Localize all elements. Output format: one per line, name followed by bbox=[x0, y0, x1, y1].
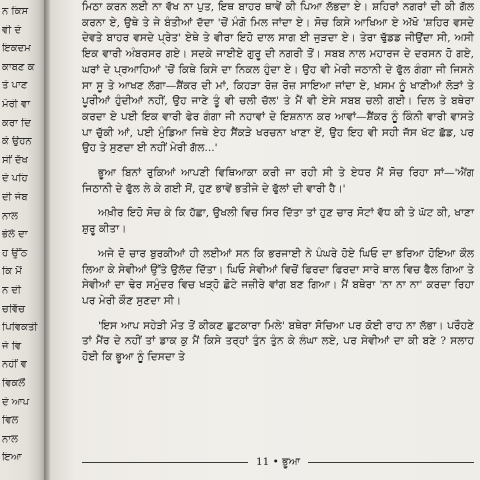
paragraph: ਭੂਆ ਬਿਨਾਂ ਰੁਕਿਆਂ ਆਪਣੀ ਵਿਥਿਆਕਾ ਕਰੀ ਜਾ ਰਹੀ ਸੀ ਤੇ ਏਧਰ ਮੈਂ ਸੋਚ ਰਿਹਾ ਸਾਂ—'ਐਂਗ ਜਿਠਾਨੀ ਦੇ ਫੁੱਲ ਲੇ ਕੇ ਗਈ ਸੋਂ, ਹੁਣ ਭਾਵੇਂ ਭਤੀਜੇ ਦੇ ਫੁੱਲਾਂ ਦੀ ਵਾਰੀ ਹੈ।' bbox=[82, 167, 474, 195]
right-page bbox=[50, 0, 480, 480]
left-page-text-fragment: ਪਿਵਿਕਤੀ bbox=[2, 322, 38, 334]
left-page-text-fragment: ਵਿਕਲੋਂ bbox=[2, 378, 26, 389]
paragraph: ਮਿਠਾ ਕਰਨ ਲਈ ਨਾ ਵੱਖ ਨਾ ਪੁਤ, ਇਥ ਬਾਹਰ ਥਾਵੇਂ ਕੀ ਪਿਆ ਲੱਭਦਾ ਏ। ਸ਼ਹਿਰਾਂ ਨਗਰਾਂ ਦੀ ਕੀ ਗੱਲ ਕਰਨਾ ਏ, ਉਥੇ ਤੇ ਜੇ ਬੰਤੀਆਂ ਦੱਦਾ 'ਚੋਂ ਮੰਗੋ ਮਿਲ ਜਾਂਦਾ ਏ। ਸੋਚ ਕਿਸੇ ਆਖਿਆ ਏ ਅੱਖੋ 'ਸ਼ਹਿਰ ਵਸਦੇ ਦੇਵਤੇ ਬਾਹਰ ਵਸਦੇ ਪ੍ਰੇਤ' ਏਥੇ ਤੇ ਵੀਰਾ ਇਹੋ ਦਾਲ ਸਾਗ ਈ ਜੁੜਦਾ ਏ। ਤੇਰਾ ਢੁੱਡਡ ਜੀਉਂਦਾ ਸੀ, ਅਸੀ ਇਕ ਵਾਰੀ ਅੰਬਰਸਰ ਗਏ। ਸਦਕੇ ਜਾਈਏ ਗੁਰੂ ਦੀ ਨਗਰੀ ਤੋਂ। ਸਬਬ ਨਾਲ ਮਹਾਰਜ ਦੇ ਦਰਸਨ ਹੋ ਗਏ, ਘਰਾਂ ਦੇ ਪ੍ਰਆਹਿਆਂ 'ਚੋਂ ਕਿਥੇ ਕਿਸੇ ਦਾ ਨਿਕਲ ਹੁੰਦਾ ਏ। ਉਹ ਵੀ ਮੇਰੀ ਜਠਾਨੀ ਦੇ ਫੁੱਲ ਗੰਗਾ ਜੀ ਜਿਸਨੇ ਸਾ ਸੂ ਤੇ ਆਖਣ ਲੱਗਾ—ਸ਼ੈਂਕਰ ਦੀ ਮਾਂ, ਕਿਹੜਾ ਰੋਜ਼ ਰੋਜ਼ ਸਾਇਆ ਜਾਂਦਾ ਏ, ਖ਼ਸਮ ਨੂੰ ਖਾਣੀਆਂ ਲੋੜਾਂ ਤੇ ਪੂਰੀਆਂ ਹੁੰਦੀਆਂ ਨਹੀਂ, ਉਹ ਜਾਣੇ ਤੂੰ ਵੀ ਚਲੀ ਚੱਲ' ਤੇ ਮੈਂ ਵੀ ਏਸੇ ਸਬਬ ਚਲੀ ਗਈ। ਦਿਲ ਤੇ ਬਥੇਰਾ ਕਰਦਾ ਏ ਪਈ ਇਕ ਵਾਰੀ ਫੇਰ ਗੰਗਾ ਜੀ ਨਹਾਵਾਂ ਦੇ ਇਸ਼ਨਾਨ ਕਰ ਆਵਾਂ—ਸ਼ੈਂਕਰ ਨੂੰ ਕਿੰਨੀ ਵਾਰੀ ਵਾਸਤੇ ਪਾ ਚੁੱਕੀ ਆਂ, ਪਈ ਮੁੰਡਿਆ ਜਿਥੇ ਏਹ ਸੈਂਕੜੇ ਖਰਚਨਾ ਖਾਣਾ ਏਂ, ਉਹ ਇਹ ਵੀ ਸਹੀ ਜੱਸ ਖੱਟ ਛੱਡ, ਪਰ ਉਹ ਤੇ ਸੁਣਦਾ ਈ ਨਹੀਂ ਮੇਰੀ ਗੱਲ...' bbox=[82, 1, 474, 155]
left-page-text-fragment: ਹ ਉੱਠ bbox=[2, 247, 28, 259]
left-page-text-fragment: ਦੀ ਜੇਬ bbox=[2, 192, 28, 203]
page-text bbox=[82, 0, 474, 366]
page-footer bbox=[82, 452, 474, 472]
left-page-text-fragment: ਇਆ bbox=[2, 452, 22, 464]
footer-rule-left bbox=[82, 462, 248, 463]
left-page-text-fragment: ਇਕਦਮ bbox=[2, 43, 31, 55]
left-page-text-fragment: ਨਾਲ bbox=[2, 433, 18, 445]
left-page-text-fragment: ਨ ਦੀ bbox=[2, 285, 22, 296]
left-page-text-fragment: ਨ ਕਿਸ bbox=[2, 6, 29, 17]
left-page-text-fragment: ਕੇ ਉਹਨ bbox=[2, 136, 32, 148]
left-page-text-fragment: ਕਰਾ ਦਿ bbox=[2, 117, 31, 129]
paragraph: ਅਜੇ ਦੋ ਚਾਰ ਬੁਰਕੀਆਂ ਹੀ ਲਈਆਂ ਸਨ ਕਿ ਭਰਜਾਈ ਨੇ ਪੰਘਰੇ ਹੋਏ ਘਿਓ ਦਾ ਭਰਿਆ ਹੋਇਆ ਕੌਲ ਲਿਆ ਕੇ ਸੇਵੀਆਂ ਉੱਤੇ ਉਲੱਦ ਦਿੱਤਾ। ਘਿਓ ਸੇਵੀਆਂ ਵਿਚੋਂ ਫਿਰਦਾ ਫਿਰਦਾ ਸਾਰੇ ਥਾਲ ਵਿਚ ਫੈਲ ਗਿਆ ਤੇ ਸੇਵੀਆਂ ਦਾ ਢੇਰ ਸਮੁੰਦਰ ਵਿਚ ਖੜ੍ਹੋ ਛੋਟੇ ਜਜ਼ੀਰੇ ਵਾਂਗ ਬਣ ਗਿਆ। ਮੈਂ ਬਥੇਰਾ 'ਨਾ ਨਾ ਨਾ' ਕਰਦਾ ਰਿਹਾ ਪਰ ਮੇਰੀ ਕੌਣ ਸੁਣਦਾ ਸੀ। bbox=[82, 247, 474, 307]
left-page-text-fragment: ਨਾਲ bbox=[2, 210, 18, 222]
left-page-text-fragment: ਮੋਰੀ ਵਾ bbox=[2, 99, 31, 110]
left-facing-page bbox=[0, 0, 48, 480]
page-number-title: 11 • ਭੂਆ bbox=[255, 455, 301, 468]
footer-rule-right bbox=[308, 462, 474, 463]
left-page-text-fragment: ਕਾਬਣ ਕ bbox=[2, 61, 35, 73]
left-page-text-fragment: ਚਵਿੱਚ bbox=[2, 303, 25, 315]
left-page-text-fragment: ਨਹੀਂ ਵ bbox=[2, 359, 27, 371]
left-page-text-fragment: ਤੇ ਪਾਣ bbox=[2, 80, 28, 92]
left-page-text-fragment: ਜੇ ਵਿ bbox=[2, 340, 22, 352]
left-page-text-fragment: ਦੇ ਆਪ bbox=[2, 396, 30, 408]
left-page-text-fragment: ਵਿਲ bbox=[2, 415, 19, 427]
left-page-text-fragment: ਭੇਲੇ ਦਾ bbox=[2, 229, 28, 241]
left-page-text-fragment: ਕਿ ਮੈਂ bbox=[2, 266, 22, 278]
paragraph: 'ਇਸ ਆਪ ਸਹੇੜੀ ਮੌਤ ਤੋਂ ਕੀਕਣ ਛੁਟਕਾਰਾ ਮਿਲੇ' ਬਥੇਰਾ ਸੋਚਿਆ ਪਰ ਕੋਈ ਰਾਹ ਨਾ ਲੱਭਾ। ਪਰੌਹਣੇ ਤਾਂ ਮੈਂਰ ਦੇ ਨਹੀਂ ਤਾਂ ਡਾਕ ਕੁ ਮੈਂ ਕਿਸੇ ਤਰ੍ਹਾਂ ਤੁੰਨ ਤੁੰਨ ਕੇ ਲੰਘਾ ਲਏ, ਪਰ ਸੇਵੀਆਂ ਦਾ ਕੀ ਬਣੇ ? ਸਲਾਹ ਹੋਈ ਕਿ ਭੂਆ ਨੂੰ ਦਿਸਦਾ ਤੇ bbox=[82, 319, 474, 364]
paragraph: ਅਖ਼ੀਰ ਇਹੋ ਸੋਚ ਕੇ ਕਿ ਹੱਛਾ, ਉਖਲੀ ਵਿਚ ਸਿਰ ਦਿੱਤਾ ਤਾਂ ਹੁਣ ਚਾਰ ਸੋਟਾਂ ਵੱਧ ਕੀ ਤੇ ਘੱਟ ਕੀ, ਖਾਣਾ ਸ਼ੁਰੂ ਕੀਤਾ। bbox=[82, 207, 474, 236]
left-page-text-fragment: ਦੇ ਪਹਿ bbox=[2, 173, 28, 185]
left-page-text-fragment: ਵੀ ਦੇ bbox=[2, 24, 22, 36]
left-page-text-fragment: ਸੀਂ ਦੱਖ bbox=[2, 154, 28, 166]
